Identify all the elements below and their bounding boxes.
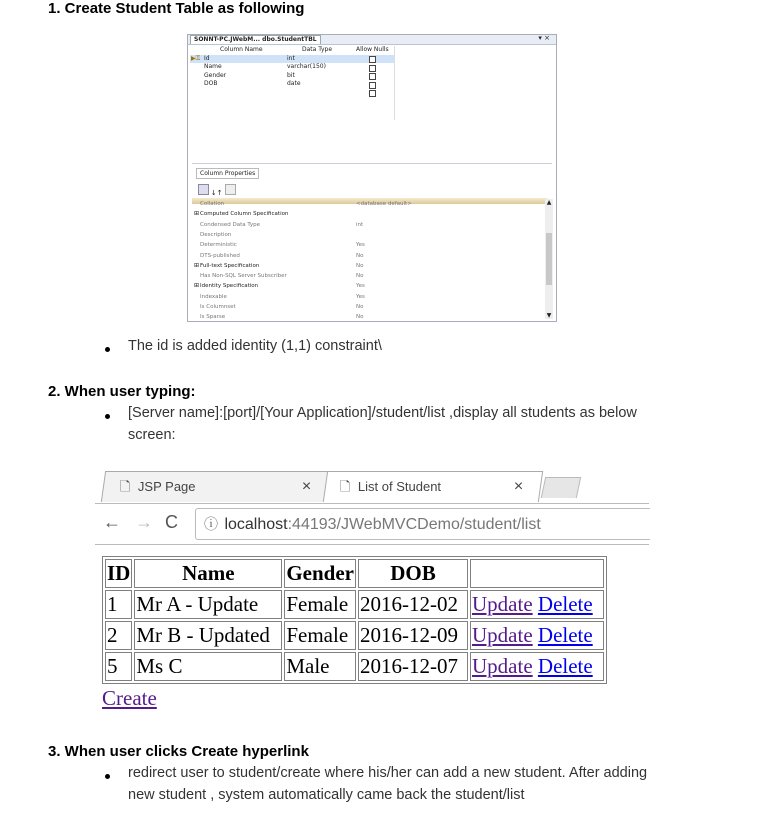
sort-alpha-icon[interactable]: ↓↑: [210, 189, 223, 197]
browser-window: [95, 463, 649, 545]
cell-gender: Female: [284, 590, 356, 619]
column-type: varchar(150): [287, 63, 326, 70]
allow-nulls-checkbox[interactable]: [369, 56, 376, 63]
update-link[interactable]: Update: [472, 592, 533, 616]
section-2-heading: 2. When user typing:: [48, 383, 196, 400]
categorized-icon[interactable]: [198, 184, 209, 195]
allow-nulls-checkbox[interactable]: [369, 82, 376, 89]
property-name: Identity Specification: [200, 283, 259, 290]
property-pages-icon[interactable]: [225, 184, 236, 195]
designer-tab[interactable]: SONNT-PC.JWebM... dbo.StudentTBL: [190, 35, 321, 44]
property-name: Description: [200, 231, 232, 238]
page-icon: 🗋: [339, 479, 351, 494]
properties-scrollbar[interactable]: [545, 199, 553, 319]
property-value: Yes: [356, 283, 365, 290]
grid-row[interactable]: [190, 63, 394, 72]
column-name: Gender: [204, 71, 227, 79]
browser-tabstrip: [95, 463, 649, 503]
property-value: No: [356, 262, 364, 269]
property-row[interactable]: [194, 240, 539, 250]
property-name: Has Non-SQL Server Subscriber: [200, 273, 287, 280]
property-value: No: [356, 314, 364, 321]
property-name: Is Columnset: [200, 304, 236, 310]
primary-key-icon: ▶⚿: [191, 54, 201, 62]
grid-header: [190, 46, 394, 55]
column-grid: [190, 46, 394, 97]
cell-gender: Female: [284, 621, 356, 650]
table-header-row: [105, 559, 604, 588]
tab-dropdown-icon[interactable]: ▾ ×: [538, 34, 550, 42]
property-value: <database default>: [356, 201, 412, 207]
property-name: DTS-published: [200, 252, 240, 259]
scroll-thumb[interactable]: [546, 233, 552, 285]
reload-icon[interactable]: C: [165, 512, 178, 532]
grid-row[interactable]: [190, 55, 394, 64]
property-row[interactable]: [194, 302, 539, 312]
new-tab-button[interactable]: [541, 477, 581, 498]
cell-id: 5: [105, 652, 132, 681]
col-header-type: Data Type: [302, 46, 333, 53]
address-bar[interactable]: [195, 508, 650, 540]
property-row[interactable]: [194, 261, 539, 271]
header-id: ID: [105, 559, 132, 588]
create-instruction-line1: redirect user to student/create where his/her can add a new student. After adding: [128, 765, 648, 781]
cell-name: Ms C: [134, 652, 282, 681]
property-row[interactable]: [194, 199, 539, 209]
property-value: int: [356, 221, 364, 228]
header-gender: Gender: [284, 559, 356, 588]
delete-link[interactable]: Delete: [537, 623, 593, 647]
student-table: [102, 556, 607, 684]
tab-close-icon[interactable]: ×: [301, 478, 312, 495]
cell-id: 2: [105, 621, 132, 650]
info-icon[interactable]: ⓘ: [204, 516, 218, 532]
allow-nulls-checkbox[interactable]: [369, 65, 376, 72]
cell-actions: [470, 590, 604, 619]
update-link[interactable]: Update: [472, 623, 533, 647]
property-name: Condensed Data Type: [200, 221, 261, 228]
column-properties-tab[interactable]: Column Properties: [196, 168, 259, 179]
expand-icon[interactable]: ⊞: [194, 282, 200, 290]
cell-name: Mr A - Update: [134, 590, 282, 619]
property-value: No: [356, 273, 364, 280]
column-type: bit: [287, 71, 295, 79]
property-name: Collation: [200, 201, 225, 207]
url-instruction-line1: [Server name]:[port]/[Your Application]/student/list ,display all students as below: [128, 405, 637, 421]
browser-tab-list[interactable]: [323, 471, 543, 502]
cell-name: Mr B - Updated: [134, 621, 282, 650]
table-row: [105, 652, 604, 681]
bullet-dot: [105, 347, 110, 352]
update-link[interactable]: Update: [472, 654, 533, 678]
header-name: Name: [134, 559, 282, 588]
table-row: [105, 621, 604, 650]
delete-link[interactable]: Delete: [537, 654, 593, 678]
section-1-heading: 1. Create Student Table as following: [48, 0, 305, 17]
column-name: DOB: [204, 80, 218, 87]
property-row[interactable]: [194, 271, 539, 281]
allow-nulls-checkbox[interactable]: [369, 73, 376, 80]
property-name: Is Sparse: [200, 314, 226, 321]
col-header-name: Column Name: [220, 46, 263, 53]
property-name: Computed Column Specification: [200, 211, 289, 218]
property-value: No: [356, 252, 364, 259]
tab-title: List of Student: [357, 479, 442, 494]
properties-toolbar: [198, 184, 238, 197]
property-row[interactable]: [194, 292, 539, 302]
address-toolbar: [95, 503, 649, 545]
expand-icon[interactable]: ⊞: [194, 210, 200, 218]
property-row[interactable]: [194, 209, 539, 219]
grid-row[interactable]: [190, 80, 394, 89]
scroll-down-icon[interactable]: ▼: [546, 312, 552, 319]
property-value: Yes: [356, 242, 365, 249]
property-value: Yes: [356, 293, 365, 300]
page-icon: 🗋: [119, 479, 131, 494]
property-name: Full-text Specification: [200, 262, 260, 269]
property-row[interactable]: [194, 312, 539, 322]
table-row: [105, 590, 604, 619]
create-instruction-line2: new student , system automatically came back the student/list: [128, 787, 525, 803]
forward-icon[interactable]: →: [135, 512, 153, 532]
tab-title: JSP Page: [137, 479, 196, 494]
bullet-dot: [105, 414, 110, 419]
scroll-up-icon[interactable]: ▲: [546, 199, 552, 206]
property-row[interactable]: [194, 220, 539, 230]
create-link[interactable]: Create: [102, 686, 157, 710]
bullet-dot: [105, 774, 110, 779]
url-path: :44193/JWebMVCDemo/student/list: [287, 516, 541, 533]
column-name: Name: [204, 63, 222, 70]
cell-dob: 2016-12-07: [358, 652, 468, 681]
property-row[interactable]: [194, 251, 539, 261]
grid-row[interactable]: [190, 72, 394, 81]
property-value: No: [356, 304, 364, 310]
cell-dob: 2016-12-09: [358, 621, 468, 650]
column-type: date: [287, 80, 301, 87]
url-instruction-line2: screen:: [128, 427, 176, 443]
property-row[interactable]: [194, 281, 539, 291]
back-icon[interactable]: ←: [103, 512, 121, 532]
cell-actions: [470, 621, 604, 650]
property-name: Deterministic: [200, 242, 237, 249]
property-name: Indexable: [200, 293, 227, 300]
column-name: Id: [204, 54, 210, 62]
cell-actions: [470, 652, 604, 681]
property-row[interactable]: [194, 230, 539, 240]
tab-close-icon[interactable]: ×: [513, 478, 524, 495]
cell-dob: 2016-12-02: [358, 590, 468, 619]
url-host: localhost: [224, 516, 288, 533]
browser-tab-jsp[interactable]: [101, 471, 332, 502]
col-header-nulls: Allow Nulls: [356, 46, 389, 53]
cell-gender: Male: [284, 652, 356, 681]
delete-link[interactable]: Delete: [537, 592, 593, 616]
column-type: int: [287, 54, 295, 62]
section-3-heading: 3. When user clicks Create hyperlink: [48, 743, 309, 760]
expand-icon[interactable]: ⊞: [194, 261, 200, 269]
allow-nulls-checkbox[interactable]: [369, 90, 376, 97]
ssms-table-designer: [187, 34, 557, 322]
grid-row-empty[interactable]: [190, 89, 394, 98]
header-dob: DOB: [358, 559, 468, 588]
cell-id: 1: [105, 590, 132, 619]
identity-note: The id is added identity (1,1) constraint\: [128, 338, 382, 354]
header-actions: [470, 559, 604, 588]
